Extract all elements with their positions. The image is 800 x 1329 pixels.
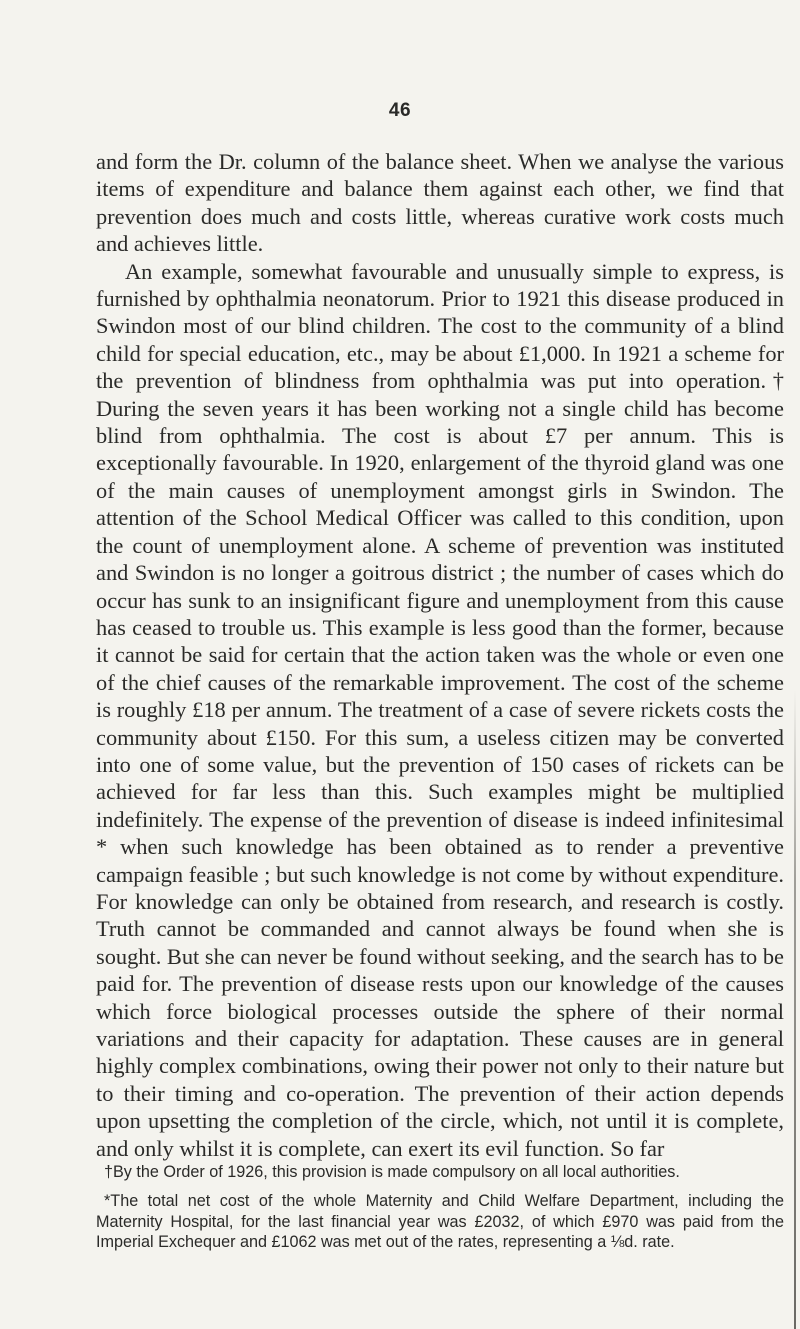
footnote-asterisk: *The total net cost of the whole Maternity and Child Welfare Department, including the Maternity Hospital, for the last financial year was £2032, of which £970 was paid from the Imperial Exchequer and £1062 was met out of the rates, representing a ⅛d. rate. [96,1192,784,1252]
footnote-dagger: †By the Order of 1926, this provision is made compulsory on all local authorities. [104,1163,680,1181]
page-number: 46 [388,100,412,121]
scan-edge-shadow [794,690,796,1329]
paragraph-continuation: and form the Dr. column of the balance sheet. When we analyse the various items of expenditure and balance them against each other, we find that prevention does much and costs little, whereas curative work costs much and achieves little. [96,149,784,257]
footnotes [96,1162,784,1262]
body-text [96,148,784,1162]
paragraph-ophthalmia-example: An example, somewhat favourable and unusually simple to express, is furnished by ophthalmia neonatorum. Prior to 1921 this disease produced in Swindon most of our blind children. The cost to the community of a blind child for special education, etc., may be about £1,000. In 1921 a scheme for the prevention of blindness from ophthalmia was put into operation.† During the seven years it has been working not a single child has become blind from ophthalmia. The cost is about £7 per annum. This is exceptionally favourable. In 1920, enlargement of the thyroid gland was one of the main causes of unemployment amongst girls in Swindon. The attention of the School Medical Officer was called to this condition, upon the count of unemployment alone. A scheme of prevention was instituted and Swindon is no longer a goitrous district ; the number of cases which do occur has sunk to an insignificant figure and unemployment from this cause has ceased to trouble us. This example is less good than the former, because it cannot be said for certain that the action taken was the whole or even one of the chief causes of the remarkable improvement. The cost of the scheme is roughly £18 per annum. The treatment of a case of severe rickets costs the community about £150. For this sum, a useless citizen may be converted into one of some value, but the prevention of 150 cases of rickets can be achieved for far less than this. Such examples might be multiplied indefinitely. The expense of the prevention of disease is indeed infinitesimal * when such knowledge has been obtained as to render a preventive campaign feasible ; but such knowledge is not come by without expenditure. For knowledge can only be obtained from research, and research is costly. Truth cannot be commanded and cannot always be found when she is sought. But she can never be found without seeking, and the search has to be paid for. The prevention of disease rests upon our knowledge of the causes which force biological processes outside the sphere of their normal variations and their capacity for adaptation. These causes are in general highly complex combinations, owing their power not only to their nature but to their timing and co-operation. The prevention of their action depends upon upsetting the completion of the circle, which, not until it is complete, and only whilst it is complete, can exert its evil function. So far [96,258,784,1161]
